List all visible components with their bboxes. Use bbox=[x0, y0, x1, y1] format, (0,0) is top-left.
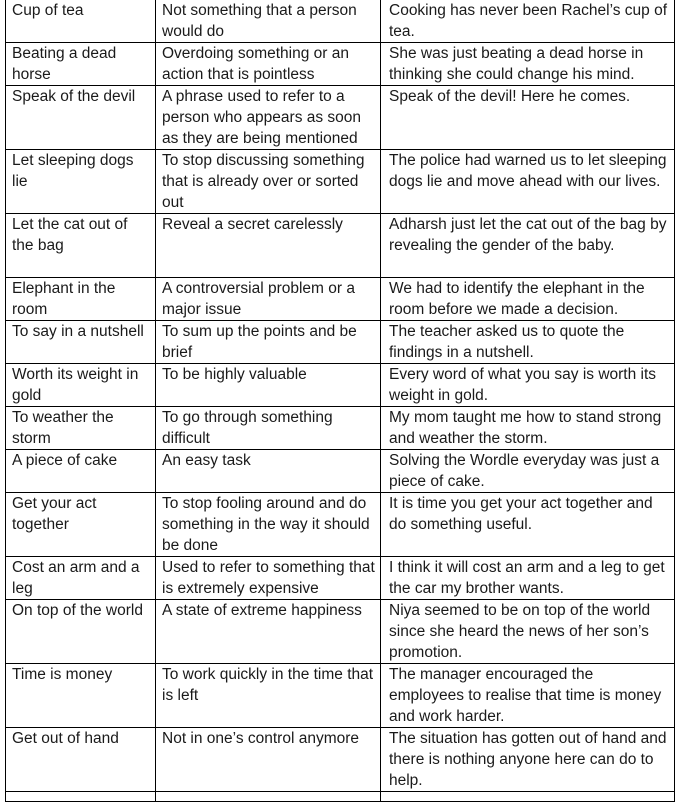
example-cell: The police had warned us to let sleeping dogs lie and move ahead with our lives. bbox=[381, 150, 675, 214]
table-row bbox=[6, 728, 675, 792]
table-row bbox=[6, 664, 675, 728]
example-cell bbox=[381, 792, 675, 802]
example-cell: My mom taught me how to stand strong and weather the storm. bbox=[381, 407, 675, 450]
table-row bbox=[6, 321, 675, 364]
table-row bbox=[6, 278, 675, 321]
meaning-cell: A phrase used to refer to a person who appears as soon as they are being mentioned bbox=[156, 86, 381, 150]
idiom-cell: Worth its weight in gold bbox=[6, 364, 156, 407]
meaning-cell: Not in one’s control anymore bbox=[156, 728, 381, 792]
table-row bbox=[6, 43, 675, 86]
table-row bbox=[6, 150, 675, 214]
meaning-cell bbox=[156, 792, 381, 802]
meaning-cell: Overdoing something or an action that is pointless bbox=[156, 43, 381, 86]
idiom-cell: To say in a nutshell bbox=[6, 321, 156, 364]
idiom-cell: Cost an arm and a leg bbox=[6, 557, 156, 600]
meaning-cell: A state of extreme happiness bbox=[156, 600, 381, 664]
meaning-cell: Used to refer to something that is extremely expensive bbox=[156, 557, 381, 600]
example-cell: The manager encouraged the employees to realise that time is money and work harder. bbox=[381, 664, 675, 728]
example-cell: Solving the Wordle everyday was just a piece of cake. bbox=[381, 450, 675, 493]
idiom-cell: To weather the storm bbox=[6, 407, 156, 450]
example-cell: The teacher asked us to quote the findings in a nutshell. bbox=[381, 321, 675, 364]
table-row bbox=[6, 214, 675, 278]
example-cell: Every word of what you say is worth its weight in gold. bbox=[381, 364, 675, 407]
meaning-cell: To sum up the points and be brief bbox=[156, 321, 381, 364]
idioms-table-body bbox=[6, 0, 675, 802]
table-row bbox=[6, 792, 675, 802]
idiom-cell: Let sleeping dogs lie bbox=[6, 150, 156, 214]
meaning-cell: Reveal a secret carelessly bbox=[156, 214, 381, 278]
idiom-cell: On top of the world bbox=[6, 600, 156, 664]
table-row bbox=[6, 600, 675, 664]
idiom-cell: Get your act together bbox=[6, 493, 156, 557]
idioms-table bbox=[5, 0, 675, 802]
example-cell: It is time you get your act together and do something useful. bbox=[381, 493, 675, 557]
idiom-cell: Get out of hand bbox=[6, 728, 156, 792]
meaning-cell: To stop fooling around and do something in the way it should be done bbox=[156, 493, 381, 557]
idiom-cell: Speak of the devil bbox=[6, 86, 156, 150]
meaning-cell: To go through something difficult bbox=[156, 407, 381, 450]
table-row bbox=[6, 450, 675, 493]
example-cell: We had to identify the elephant in the room before we made a decision. bbox=[381, 278, 675, 321]
table-row bbox=[6, 493, 675, 557]
table-row bbox=[6, 364, 675, 407]
idiom-cell: Let the cat out of the bag bbox=[6, 214, 156, 278]
table-row bbox=[6, 86, 675, 150]
meaning-cell: To stop discussing something that is already over or sorted out bbox=[156, 150, 381, 214]
meaning-cell: Not something that a person would do bbox=[156, 0, 381, 43]
example-cell: Cooking has never been Rachel’s cup of tea. bbox=[381, 0, 675, 43]
meaning-cell: A controversial problem or a major issue bbox=[156, 278, 381, 321]
table-row bbox=[6, 557, 675, 600]
idiom-cell: Beating a dead horse bbox=[6, 43, 156, 86]
idiom-cell: A piece of cake bbox=[6, 450, 156, 493]
idiom-cell: Elephant in the room bbox=[6, 278, 156, 321]
meaning-cell: To work quickly in the time that is left bbox=[156, 664, 381, 728]
meaning-cell: An easy task bbox=[156, 450, 381, 493]
table-row bbox=[6, 0, 675, 43]
idiom-cell: Cup of tea bbox=[6, 0, 156, 43]
example-cell: She was just beating a dead horse in thinking she could change his mind. bbox=[381, 43, 675, 86]
example-cell: The situation has gotten out of hand and there is nothing anyone here can do to help. bbox=[381, 728, 675, 792]
table-row bbox=[6, 407, 675, 450]
example-cell: Speak of the devil! Here he comes. bbox=[381, 86, 675, 150]
example-cell: Niya seemed to be on top of the world since she heard the news of her son’s promotion. bbox=[381, 600, 675, 664]
example-cell: Adharsh just let the cat out of the bag by revealing the gender of the baby. bbox=[381, 214, 675, 278]
example-cell: I think it will cost an arm and a leg to get the car my brother wants. bbox=[381, 557, 675, 600]
idiom-cell bbox=[6, 792, 156, 802]
meaning-cell: To be highly valuable bbox=[156, 364, 381, 407]
idiom-cell: Time is money bbox=[6, 664, 156, 728]
